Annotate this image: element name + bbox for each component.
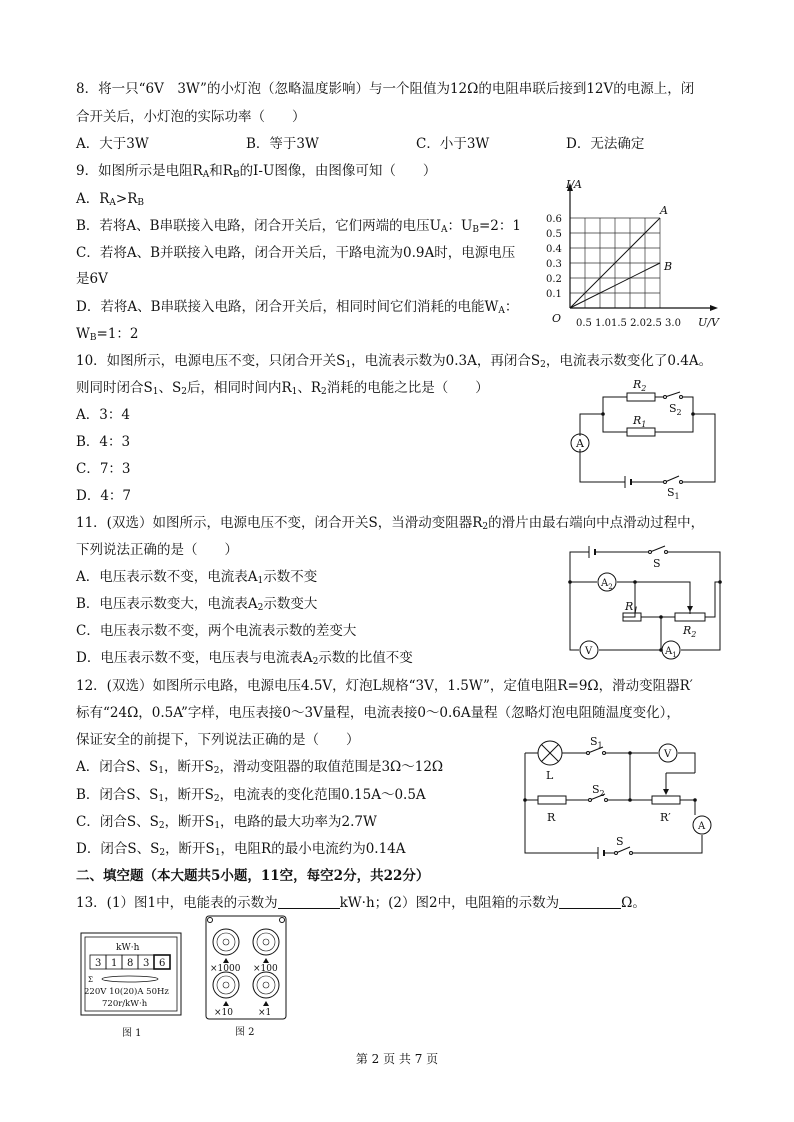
q11-option-c: C．电压表示数不变，两个电流表示数的差变大 [76,623,357,639]
q10-stem-line2: 则同时闭合$S_1$、$S_2$后，相同时间内$R_1$、$R_2$消耗的电能之比是（ ） [76,380,489,397]
s2-label: $S_2$ [669,402,682,417]
q13-blank-1[interactable] [278,896,340,909]
q11-option-a: A．电压表示数不变，电流表$A_1$示数不变 [76,569,318,586]
s-label: S [653,557,661,570]
q9-option-d-line1: D．若将A、B串联接入电路，闭合开关后，相同时间它们消耗的电能$W_A$： [76,299,519,316]
ammeter-label: A [698,821,706,832]
meter-digit: 8 [127,958,134,969]
voltmeter-label: V [664,749,672,760]
figure-1-caption: 图 1 [122,1028,142,1039]
a2-label: $A_2$ [601,578,613,591]
q13-blank-2[interactable] [559,896,621,909]
meter-disc-icon [102,976,158,982]
meter-unit: kW·h [116,943,140,953]
q10-circuit [565,372,725,502]
y-tick: 0.3 [546,259,562,270]
r-label: R [547,811,556,824]
s-label: S [616,835,624,848]
a1-label: $A_1$ [665,646,677,659]
y-tick: 0.2 [546,274,562,285]
q12-option-b: B．闭合S、$S_1$，断开$S_2$，电流表的变化范围0.15A～0.5A [76,787,426,804]
q9-option-d-line2: $W_B=1$：2 [76,326,139,343]
y-tick-labels [546,214,562,300]
q10-option-b: B．4：3 [76,434,131,450]
q11-stem-line1: 11．(双选）如图所示，电源电压不变，闭合开关S，当滑动变阻器$R_2$的滑片由最右端向中点滑动过程中， [76,515,705,532]
meter-digit: 6 [159,958,166,969]
q8-option-a: A．大于3W [76,136,149,152]
lamp-label: L [546,769,554,782]
q10-option-a: A．3：4 [76,407,130,423]
meter-digit: 3 [95,958,102,969]
x-axis-arrow-icon [710,305,718,311]
r1-label: $R_1$ [625,600,639,615]
section-2-title: 二、填空题（本大题共5小题，11空，每空2分，共22分） [76,868,430,884]
q11-stem-line2: 下列说法正确的是（ ） [76,542,238,558]
origin-label: O [552,312,562,325]
y-tick: 0.4 [546,244,562,255]
q12-option-a: A．闭合S、$S_1$，断开$S_2$，滑动变阻器的取值范围是3Ω～12Ω [76,759,444,776]
meter-sigma-icon: Σ [88,976,93,984]
q9-option-c-line1: C．若将A、B并联接入电路，闭合开关后，干路电流为0.9A时，电源电压 [76,245,516,261]
figure-1-meter [80,932,185,1042]
q10-option-d: D．4：7 [76,488,132,504]
meter-spec-1: 220V 10(20)A 50Hz [84,987,169,997]
q9-option-c-line2: 是6V [76,271,108,287]
figure-2-caption: 图 2 [235,1027,255,1038]
multiplier-x1000: ×1000 [210,964,241,974]
meter-digit: 1 [111,958,118,969]
y-tick: 0.5 [546,229,562,240]
meter-digit: 3 [143,958,150,969]
multiplier-x100: ×100 [253,964,278,974]
q12-option-d: D．闭合S、$S_2$，断开$S_1$，电阻R的最小电流约为0.14A [76,841,406,858]
q12-stem-line3: 保证安全的前提下，下列说法正确的是（ ） [76,732,360,748]
s1-label: $S_1$ [590,735,603,750]
q12-stem-line1: 12．(双选）如图所示电路，电源电压4.5V，灯泡L规格“3V，1.5W”，定值电阻R=9Ω，滑动变阻器R′ [76,678,693,694]
rp-label: R′ [660,811,671,824]
s2-label: $S_2$ [592,783,605,798]
q8-option-b: B．等于3W [246,136,319,152]
q11-option-b: B．电压表示数变大，电流表$A_2$示数变大 [76,596,318,613]
y-tick: 0.6 [546,214,562,225]
y-axis-label: I/A [566,178,582,191]
x-axis-label: U/V [698,316,719,329]
dial-x10 [213,972,239,1006]
multiplier-x1: ×1 [258,1008,272,1018]
line-b-label: B [664,260,673,273]
multiplier-x10: ×10 [214,1008,233,1018]
meter-spec-2: 720r/kW·h [102,999,148,1009]
page-footer: 第 2 页 共 7 页 [355,1052,439,1066]
q9-option-b: B．若将A、B串联接入电路，闭合开关后，它们两端的电压$U_A$：$U_B=2$：1 [76,218,521,235]
ammeter-label: A [576,437,584,450]
x-tick-labels: 0.5 1.01.5 2.02.5 3.0 [576,318,681,329]
q9-option-a: A．$R_A>R_B$ [76,191,145,208]
q10-stem-line1: 10．如图所示，电源电压不变，只闭合开关$S_1$，电流表示数为0.3A，再闭合$S_2$，电流表示数变化了0.4A。 [76,353,713,370]
dial-x100 [253,918,285,964]
s1-label: $S_1$ [667,486,680,501]
r1-label: $R_1$ [633,414,647,429]
q8-stem-line2: 合开关后，小灯泡的实际功率（ ） [76,109,306,125]
q11-circuit [565,542,735,666]
q9-iu-graph [540,178,730,338]
q12-option-c: C．闭合S、$S_2$，断开$S_1$，电路的最大功率为2.7W [76,814,377,831]
q8-option-d: D．无法确定 [566,136,645,152]
figure-2-resistance-box [205,915,290,1042]
q13-stem: 13．(1）图1中，电能表的示数为 kW·h；(2）图2中，电阻箱的示数为 Ω。 [76,895,646,911]
voltmeter-label: V [585,646,593,657]
r2-label: $R_2$ [633,378,647,393]
q11-option-d: D．电压表示数不变，电压表与电流表$A_2$示数的比值不变 [76,650,413,667]
q12-stem-line2: 标有“24Ω，0.5A”字样，电压表接0～3V量程，电流表接0～0.6A量程（忽略灯泡电阻随温度变化）， [76,705,680,721]
q12-circuit [520,735,720,863]
y-tick: 0.1 [546,289,562,300]
dial-x1 [253,972,279,1006]
q10-option-c: C．7：3 [76,461,131,477]
line-a-label: A [660,204,668,217]
q8-stem-line1: 8．将一只“6V 3W”的小灯泡（忽略温度影响）与一个阻值为12Ω的电阻串联后接到12V的电源上，闭 [76,81,695,97]
q8-option-c: C．小于3W [416,136,490,152]
dial-x1000 [208,918,240,964]
r2-label: $R_2$ [683,624,697,639]
q9-stem: 9．如图所示是电阻$R_A$和$R_B$的I-U图像，由图像可知（ ） [76,163,437,180]
